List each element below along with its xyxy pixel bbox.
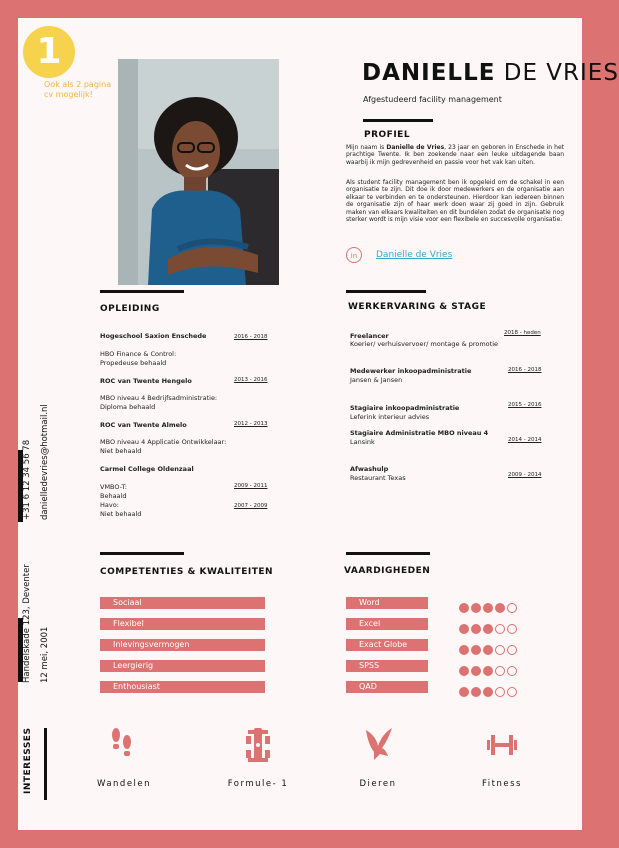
competencies-heading: COMPETENTIES & KWALITEITEN — [100, 567, 274, 577]
skill-rating-5 — [459, 682, 519, 701]
competency-2: Flexibel — [100, 618, 265, 630]
experience-divider — [346, 290, 426, 293]
interests-divider — [44, 728, 47, 800]
skill-rating-4 — [459, 661, 519, 680]
edu-date-4b: 2007 - 2009 — [234, 503, 268, 509]
contact-phone: +31 6 12 34 56 78 — [22, 439, 32, 520]
edu-line-2a: MBO niveau 4 Bedrijfsadministratie: — [100, 394, 218, 402]
badge-note-line2: cv mogelijk! — [44, 90, 93, 99]
skill-rating-1 — [459, 598, 519, 617]
edu-line-4c: Havo: — [100, 501, 119, 509]
rating-dot-empty — [507, 666, 517, 676]
skill-5: QAD — [346, 681, 428, 693]
exp-desc-5: Restaurant Texas — [350, 474, 406, 482]
skill-rating-3 — [459, 640, 519, 659]
rating-dot-filled — [483, 603, 493, 613]
rating-dot-empty — [495, 666, 505, 676]
skill-2: Excel — [346, 618, 428, 630]
competency-4: Leergierig — [100, 660, 265, 672]
interest-1: Wandelen — [96, 779, 152, 789]
edu-line-1a: HBO Finance & Control: — [100, 350, 177, 358]
exp-title-4: Stagiaire Administratie MBO niveau 4 — [350, 429, 489, 437]
rating-dot-filled — [483, 645, 493, 655]
name-divider — [363, 119, 433, 122]
exp-date-5: 2009 - 2014 — [508, 472, 542, 478]
skill-1: Word — [346, 597, 428, 609]
education-divider — [100, 290, 184, 293]
exp-title-3: Stagiaire inkoopadministratie — [350, 404, 460, 412]
edu-school-2: ROC van Twente Hengelo — [100, 377, 192, 385]
bird-icon — [362, 726, 396, 766]
rating-dot-empty — [507, 603, 517, 613]
edu-line-1b: Propedeuse behaald — [100, 359, 167, 367]
edu-school-3: ROC van Twente Almelo — [100, 421, 187, 429]
interest-4: Fitness — [482, 779, 522, 789]
exp-title-1: Freelancer — [350, 332, 389, 340]
rating-dot-empty — [507, 645, 517, 655]
race-car-icon — [244, 726, 272, 768]
rating-dot-empty — [495, 687, 505, 697]
exp-title-2: Medewerker inkoopadministratie — [350, 367, 472, 375]
cv-page — [18, 18, 619, 830]
profile-paragraph-2: Als student facility management ben ik opgeleid om de schakel in een organisatie te zijn. Dit doe ik door medewerkers en de organisatie aan elkaar te verbinden en te ondersteunen. Hierdoor kan iedereen binnen de organisatie zijn of haar werk doen waar zij goed in zijn. Gebruik maken van elkaars kwaliteiten en dit bundelen zodat de organisatie nog sterker wordt is mijn visie voor een flexibele en succesvolle organisatie. — [346, 179, 564, 224]
rating-dot-filled — [471, 603, 481, 613]
rating-dot-filled — [471, 687, 481, 697]
rating-dot-empty — [495, 624, 505, 634]
interests-heading: INTERESSES — [23, 727, 33, 794]
profile-heading: PROFIEL — [364, 130, 411, 140]
profile-paragraph-1 — [346, 144, 564, 166]
exp-date-2: 2016 - 2018 — [508, 367, 542, 373]
subtitle: Afgestudeerd facility management — [363, 95, 502, 104]
linkedin-link[interactable]: Danielle de Vries — [376, 250, 453, 260]
exp-title-5: Afwashulp — [350, 465, 389, 473]
profile-photo — [118, 59, 279, 285]
skills-heading: VAARDIGHEDEN — [344, 566, 431, 576]
exp-date-4: 2014 - 2014 — [508, 437, 542, 443]
skill-4: SPSS — [346, 660, 428, 672]
edu-line-4a: VMBO-T: — [100, 483, 127, 491]
rating-dot-filled — [459, 687, 469, 697]
rating-dot-filled — [459, 666, 469, 676]
exp-desc-4: Lansink — [350, 438, 375, 446]
rating-dot-filled — [459, 603, 469, 613]
contact-address: Handelskade 123, Deventer — [22, 564, 32, 683]
edu-date-4a: 2009 - 2011 — [234, 483, 268, 489]
rating-dot-filled — [459, 624, 469, 634]
badge-note-line1: Ook als 2 pagina — [44, 80, 112, 89]
edu-date-3: 2012 - 2013 — [234, 421, 268, 427]
rating-dot-filled — [483, 687, 493, 697]
edu-date-1: 2016 - 2018 — [234, 334, 268, 340]
rating-dot-empty — [507, 687, 517, 697]
skill-3: Exact Globe — [346, 639, 428, 651]
profile-p1-b: , 23 jaar en geboren in Enschede in het prachtige Twente. Ik ben zoekende naar een leuke uitdagende baan waarbij ik mijn gedrevenheid en passie voor het vak kan uiten. — [346, 144, 564, 166]
skills-divider — [346, 552, 430, 555]
skill-rating-2 — [459, 619, 519, 638]
edu-line-4d: Niet behaald — [100, 510, 142, 518]
rating-dot-empty — [495, 645, 505, 655]
interest-3: Dieren — [359, 779, 397, 789]
rating-dot-filled — [495, 603, 505, 613]
rating-dot-filled — [471, 645, 481, 655]
competency-5: Enthousiast — [100, 681, 265, 693]
contact-email: danielledevries@hotmail.nl — [40, 404, 50, 520]
rating-dot-filled — [459, 645, 469, 655]
rating-dot-filled — [471, 666, 481, 676]
last-name: DE VRIES — [503, 60, 619, 86]
dumbbell-icon — [486, 732, 518, 762]
exp-desc-1: Koerier/ verhuisvervoer/ montage & promotie — [350, 340, 499, 348]
edu-line-3a: MBO niveau 4 Applicatie Ontwikkelaar: — [100, 438, 227, 446]
exp-desc-3: Leferink interieur advies — [350, 413, 430, 421]
footprints-icon — [108, 726, 136, 766]
edu-line-3b: Niet behaald — [100, 447, 142, 455]
edu-line-2b: Diploma behaald — [100, 403, 156, 411]
linkedin-icon[interactable]: in — [346, 247, 362, 263]
rating-dot-filled — [483, 624, 493, 634]
exp-desc-2: Jansen & Jansen — [350, 376, 403, 384]
competency-3: Inlevingsvermogen — [100, 639, 265, 651]
competencies-divider — [100, 552, 184, 555]
edu-school-4: Carmel College Oldenzaal — [100, 465, 194, 473]
profile-p1-name: Danielle de Vries — [386, 144, 445, 151]
exp-date-3: 2015 - 2016 — [508, 402, 542, 408]
edu-date-2: 2013 - 2016 — [234, 377, 268, 383]
rating-dot-filled — [483, 666, 493, 676]
edu-line-4b: Behaald — [100, 492, 127, 500]
page-number-badge: 1 — [23, 26, 75, 78]
interest-2: Formule- 1 — [227, 779, 289, 789]
competency-1: Sociaal — [100, 597, 265, 609]
contact-birthdate: 12 mei, 2001 — [40, 626, 50, 683]
education-heading: OPLEIDING — [100, 304, 160, 314]
edu-school-1: Hogeschool Saxion Enschede — [100, 332, 207, 340]
experience-heading: WERKERVARING & STAGE — [348, 302, 487, 312]
rating-dot-empty — [507, 624, 517, 634]
profile-p1-a: Mijn naam is — [346, 144, 387, 151]
first-name: DANIELLE — [362, 60, 496, 86]
badge-note — [44, 80, 111, 100]
full-name — [362, 60, 619, 86]
exp-date-1: 2018 - heden — [504, 330, 541, 336]
rating-dot-filled — [471, 624, 481, 634]
